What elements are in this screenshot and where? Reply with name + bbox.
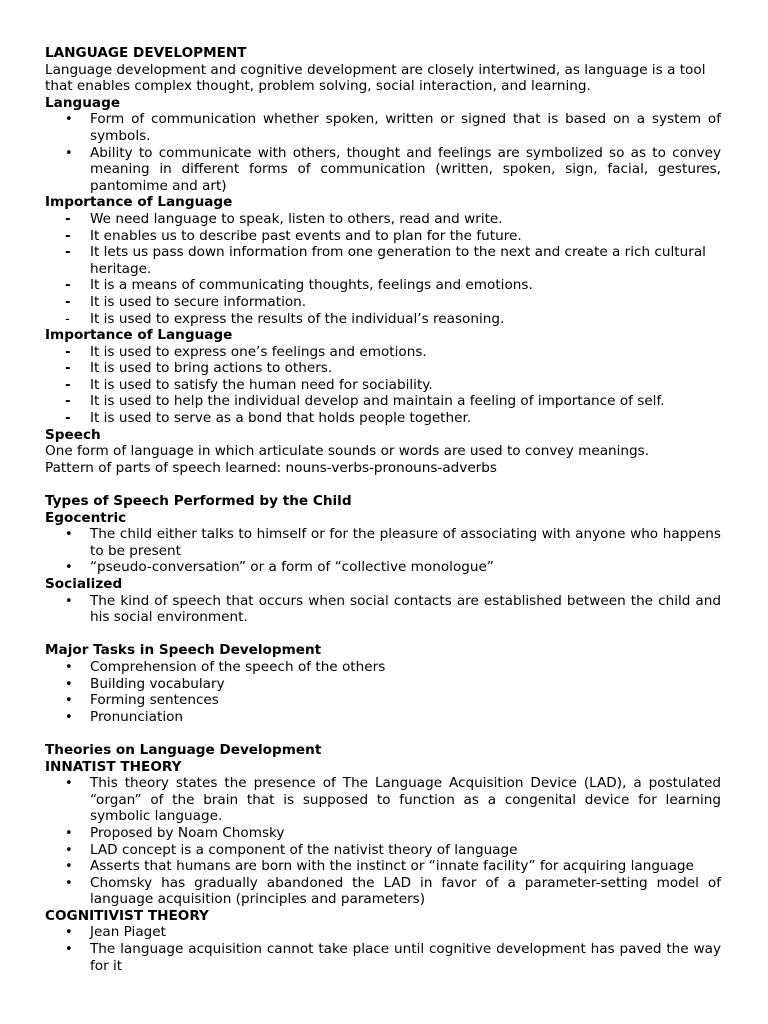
bullet-icon [65,593,85,611]
list-item: - It is used to express the results of the individual’s reasoning. [65,310,505,327]
document-body [45,45,721,974]
bullet-icon [65,875,85,893]
bullet-icon [65,709,85,727]
bullet-icon [65,775,85,793]
list-item: • “pseudo-conversation” or a form of “collective monologue” [45,559,721,576]
list-item: • The child either talks to himself or for the pleasure of associating with anyone who happens to be present [45,526,721,559]
importance-list-1 [45,211,721,327]
subheading-innatist: INNATIST THEORY [45,758,182,775]
bullet-icon [65,676,85,694]
socialized-list [45,593,721,626]
dash-icon: - [65,210,71,227]
list-item: - It is used to help the individual develop and maintain a feeling of importance of self. [65,393,665,410]
bullet-icon [65,111,85,129]
importance-list-2 [45,344,721,427]
bullet-icon [65,559,85,577]
dash-icon: - [65,410,71,427]
list-item: - We need language to speak, listen to others, read and write. [65,210,503,227]
cognitivist-list [45,924,721,974]
spacer [45,725,721,742]
list-item: - It is used to express one’s feelings and emotions. [65,343,427,360]
dash-icon: - [65,343,71,360]
bullet-icon [65,858,85,876]
dash-icon: - [65,310,70,327]
list-item: • The language acquisition cannot take place until cognitive development has paved the way for it [45,941,721,974]
intro-paragraph: Language development and cognitive development are closely intertwined, as language is a tool that enables complex thought, problem solving, social interaction, and learning. [45,61,706,95]
section-heading-theories: Theories on Language Development [45,741,322,758]
list-item: • Jean Piaget [45,924,721,941]
bullet-icon [65,659,85,677]
bullet-icon [65,825,85,843]
list-item: - It lets us pass down information from one generation to the next and create a rich cultural heritage. [65,244,706,277]
section-heading-language: Language [45,94,121,111]
list-item: • Chomsky has gradually abandoned the LAD in favor of a parameter-setting model of language acquisition (principles and parameters) [45,875,721,908]
list-item: • LAD concept is a component of the nativist theory of language [45,842,721,859]
document-title: LANGUAGE DEVELOPMENT [45,45,247,61]
list-item: • Pronunciation [45,709,721,726]
section-heading-types: Types of Speech Performed by the Child [45,493,352,510]
subheading-socialized: Socialized [45,576,123,592]
dash-icon: - [65,393,71,410]
list-item: • Ability to communicate with others, thought and feelings are symbolized so as to convey meaning in different forms of communication (written, spoken, sign, facial, gestures, pantomime and art) [45,145,721,195]
innatist-list [45,775,721,908]
bullet-icon [65,526,85,544]
list-item: - It is a means of communicating thoughts, feelings and emotions. [65,277,533,294]
list-item: - It is used to secure information. [65,293,307,310]
section-heading-speech: Speech [45,426,101,443]
list-item: • This theory states the presence of The Language Acquisition Device (LAD), a postulated “organ” of the brain that is supposed to function as a congenital device for learning symbolic language. [45,775,721,825]
list-item: • Proposed by Noam Chomsky [45,825,721,842]
egocentric-list [45,526,721,576]
bullet-icon [65,145,85,163]
list-item: • The kind of speech that occurs when social contacts are established between the child and his social environment. [45,593,721,626]
spacer [45,626,721,643]
dash-icon: - [65,244,71,261]
speech-definition: One form of language in which articulate sounds or words are used to convey meanings. [45,443,650,460]
list-item: • Building vocabulary [45,676,721,693]
list-item: - It is used to bring actions to others. [65,360,333,377]
list-item: • Form of communication whether spoken, written or signed that is based on a system of symbols. [45,111,721,144]
dash-icon: - [65,360,71,377]
list-item: - It is used to serve as a bond that holds people together. [65,410,472,427]
subheading-cognitivist: COGNITIVIST THEORY [45,907,209,924]
bullet-icon [65,692,85,710]
dash-icon: - [65,277,71,294]
list-item: - It enables us to describe past events and to plan for the future. [65,227,522,244]
tasks-list [45,659,721,725]
dash-icon: - [65,293,71,310]
list-item: - It is used to satisfy the human need for sociability. [65,376,433,393]
subheading-egocentric: Egocentric [45,509,127,526]
speech-pattern: Pattern of parts of speech learned: nouns-verbs-pronouns-adverbs [45,459,497,476]
bullet-icon [65,842,85,860]
list-item: • Comprehension of the speech of the others [45,659,721,676]
section-heading-tasks: Major Tasks in Speech Development [45,642,322,659]
section-heading-importance-2: Importance of Language [45,327,233,344]
list-item: • Asserts that humans are born with the instinct or “innate facility” for acquiring language [45,858,721,875]
list-item: • Forming sentences [45,692,721,709]
bullet-icon [65,941,85,959]
dash-icon: - [65,227,71,244]
spacer [45,476,721,493]
language-list [45,111,721,194]
bullet-icon [65,924,85,942]
dash-icon: - [65,376,71,393]
section-heading-importance: Importance of Language [45,194,233,211]
